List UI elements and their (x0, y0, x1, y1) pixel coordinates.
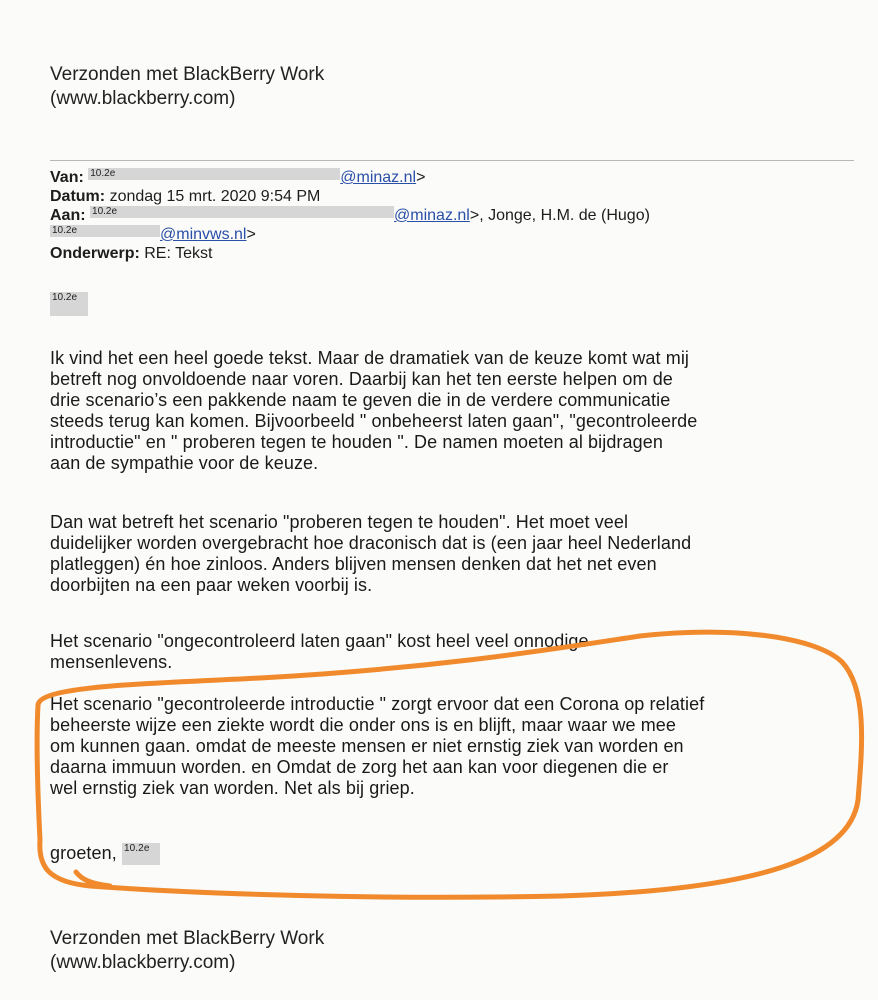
redaction-box: 10.2e (90, 206, 394, 218)
from-email-link[interactable]: @minaz.nl (340, 169, 417, 186)
header-divider (50, 160, 854, 161)
closing-redaction: 10.2e (122, 843, 160, 865)
paragraph-2 (50, 512, 691, 596)
from-label: Van: (50, 169, 84, 186)
text-line: betreft nog onvoldoende naar voren. Daarbij kan het ten eerste helpen om de (50, 369, 673, 389)
text-line: om kunnen gaan. omdat de meeste mensen er niet ernstig ziek van worden en (50, 736, 684, 756)
closing (50, 843, 160, 865)
text-line: beheerste wijze een ziekte wordt die onder ons is en blijft, maar waar we mee (50, 715, 677, 735)
signature-bottom (50, 927, 324, 975)
signature-url: (www.blackberry.com) (50, 952, 236, 973)
date-value: zondag 15 mrt. 2020 9:54 PM (109, 188, 321, 205)
text-line: Dan wat betreft het scenario "proberen tegen te houden". Het moet veel (50, 512, 629, 532)
email-header (50, 168, 850, 263)
paragraph-1 (50, 348, 697, 474)
date-label: Datum: (50, 188, 106, 205)
text-line: mensenlevens. (50, 652, 173, 672)
subject-label: Onderwerp: (50, 245, 140, 262)
to-row-2 (50, 225, 850, 244)
to2-suffix: > (246, 226, 256, 243)
text-line: Ik vind het een heel goede tekst. Maar de dramatiek van de keuze komt wat mij (50, 348, 690, 368)
text-line: Het scenario "ongecontroleerd laten gaan" kost heel veel onnodige (50, 631, 589, 651)
subject-value: RE: Tekst (144, 245, 213, 262)
redaction-box: 10.2e (50, 225, 160, 237)
to-suffix: >, Jonge, H.M. de (Hugo) (469, 207, 650, 224)
date-row (50, 187, 850, 206)
to-row (50, 206, 850, 225)
to-email-link[interactable]: @minaz.nl (394, 207, 470, 224)
to-label: Aan: (50, 207, 86, 224)
from-suffix: > (416, 169, 426, 186)
text-line: platleggen) én hoe zinloos. Anders blijven mensen denken dat het net even (50, 554, 657, 574)
from-row (50, 168, 850, 187)
text-line: drie scenario’s een pakkende naam te geven die in de verdere communicatie (50, 390, 671, 410)
text-line: duidelijker worden overgebracht hoe draconisch dat is (een jaar heel Nederland (50, 533, 692, 553)
text-line: steeds terug kan komen. Bijvoorbeeld " onbeheerst laten gaan", "gecontroleerde (50, 411, 698, 431)
text-line: aan de sympathie voor de keuze. (50, 453, 319, 473)
salutation-redaction: 10.2e (50, 292, 88, 316)
closing-text: groeten, (50, 843, 117, 863)
text-line: wel ernstig ziek van worden. Net als bij griep. (50, 778, 415, 798)
paragraph-3 (50, 631, 589, 673)
text-line: doorbijten na een paar weken voorbij is. (50, 575, 373, 595)
text-line: Het scenario "gecontroleerde introductie " zorgt ervoor dat een Corona op relatief (50, 694, 705, 714)
text-line: daarna immuun worden. en Omdat de zorg het aan kan voor diegenen die er (50, 757, 669, 777)
paragraph-4 (50, 694, 704, 799)
signature-line: Verzonden met BlackBerry Work (50, 928, 325, 949)
signature-url: (www.blackberry.com) (50, 88, 236, 109)
signature-line: Verzonden met BlackBerry Work (50, 64, 325, 85)
subject-row (50, 244, 850, 263)
redaction-box: 10.2e (88, 168, 340, 180)
to2-email-link[interactable]: @minvws.nl (160, 226, 247, 243)
hand-drawn-circle-tail (76, 872, 110, 886)
signature-top (50, 63, 324, 111)
text-line: introductie" en " proberen tegen te houden ". De namen moeten al bijdragen (50, 432, 663, 452)
